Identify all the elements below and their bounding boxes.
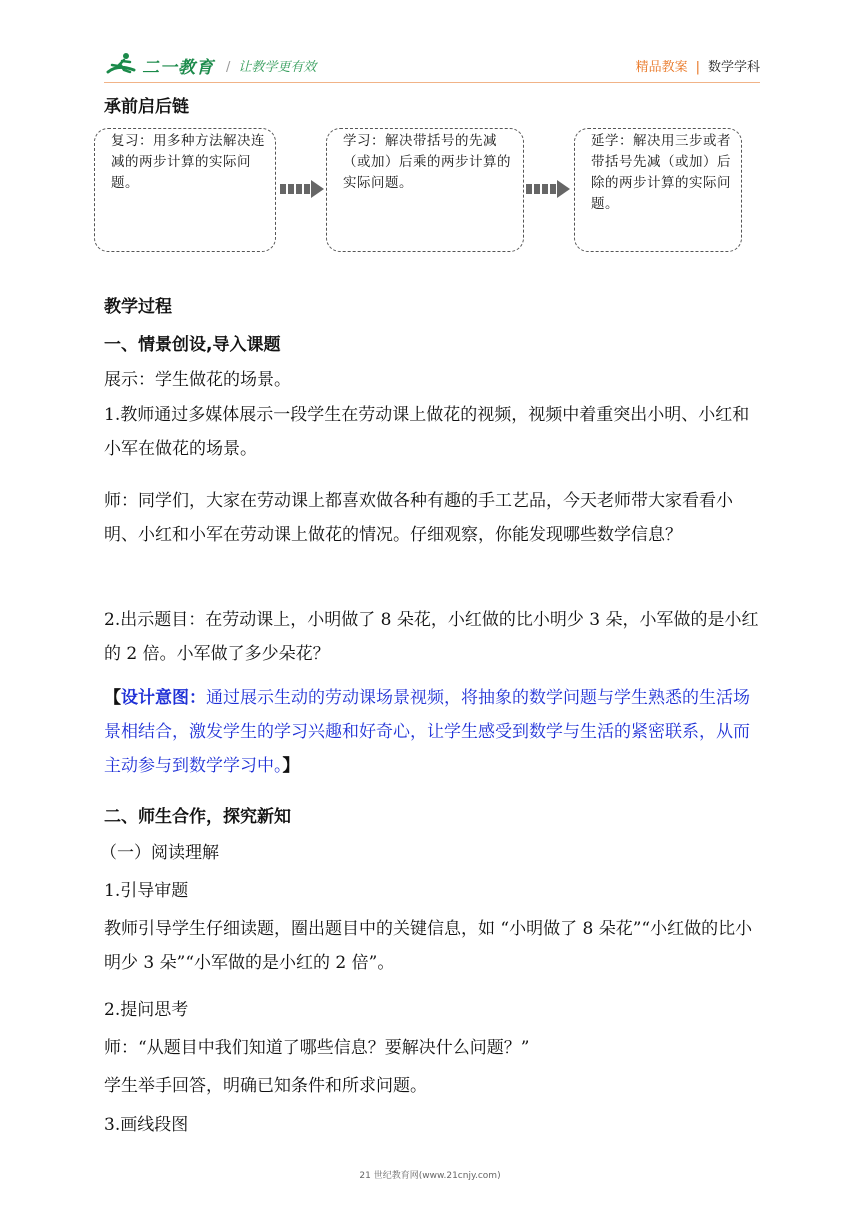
paragraph-6: 学生举手回答，明确已知条件和所求问题。 [104,1076,427,1096]
tag-subject: 数学学科 [707,60,760,75]
arrow-right-icon [280,180,324,198]
tag-separator: | [695,60,700,75]
item-1: 1.引导审题 [104,881,189,901]
runner-logo-icon [104,50,140,80]
design-intent [104,681,764,783]
flow-box-review: 复习：用多种方法解决连减的两步计算的实际问题。 [94,128,276,252]
design-open-bracket: 【 [104,688,121,708]
subsection-reading: （一）阅读理解 [100,843,219,863]
paragraph-4: 教师引导学生仔细读题，圈出题目中的关键信息，如 “小明做了 8 朵花”“小红做的比小明少 3 朵”“小军做的是小红的 2 倍”。 [104,919,753,973]
design-text: 通过展示生动的劳动课场景视频，将抽象的数学问题与学生熟悉的生活场景相结合，激发学生的学习兴趣和好奇心，让学生感受到数学与生活的紧密联系，从而主动参与到数学学习中。 [104,688,750,776]
arrow-right-icon [526,180,570,198]
logo [104,50,214,80]
flow-box-extend: 延学：解决用三步或者带括号先减（或加）后除的两步计算的实际问题。 [574,128,742,252]
chain-title: 承前启后链 [104,97,189,117]
item-2: 2.提问思考 [104,1000,189,1020]
design-label: 设计意图： [121,688,206,708]
paragraph-2: 师：同学们，大家在劳动课上都喜欢做各种有趣的手工艺品，今天老师带大家看看小明、小红和小军在劳动课上做花的情况。仔细观察，你能发现哪些数学信息？ [104,491,733,545]
flow-box-learn: 学习：解决带括号的先减（或加）后乘的两步计算的实际问题。 [326,128,524,252]
design-close-bracket: 】 [282,756,300,776]
tag-lesson-plan: 精品教案 [635,60,688,75]
slogan-slash: / [226,60,231,75]
process-title: 教学过程 [104,297,172,317]
page-footer: 21 世纪教育网(www.21cnjy.com) [359,1171,501,1181]
paragraph-1: 1.教师通过多媒体展示一段学生在劳动课上做花的视频，视频中着重突出小明、小红和小军在做花的场景。 [104,405,750,459]
paragraph-3: 2.出示题目：在劳动课上，小明做了 8 朵花，小红做的比小明少 3 朵，小军做的是小红的 2 倍。小军做了多少朵花？ [104,610,759,664]
header-divider [104,82,760,83]
item-3: 3.画线段图 [104,1115,189,1135]
section-1-heading: 一、情景创设,导入课题 [104,335,281,355]
section-2-heading: 二、师生合作，探究新知 [104,807,291,827]
show-line: 展示：学生做花的场景。 [104,370,291,390]
slogan [226,56,316,75]
header-tags [636,56,760,75]
page-header [104,44,760,84]
paragraph-5: 师：“从题目中我们知道了哪些信息？要解决什么问题？” [104,1038,530,1058]
slogan-text: 让教学更有效 [238,60,317,75]
logo-text: 二一教育 [142,57,214,78]
